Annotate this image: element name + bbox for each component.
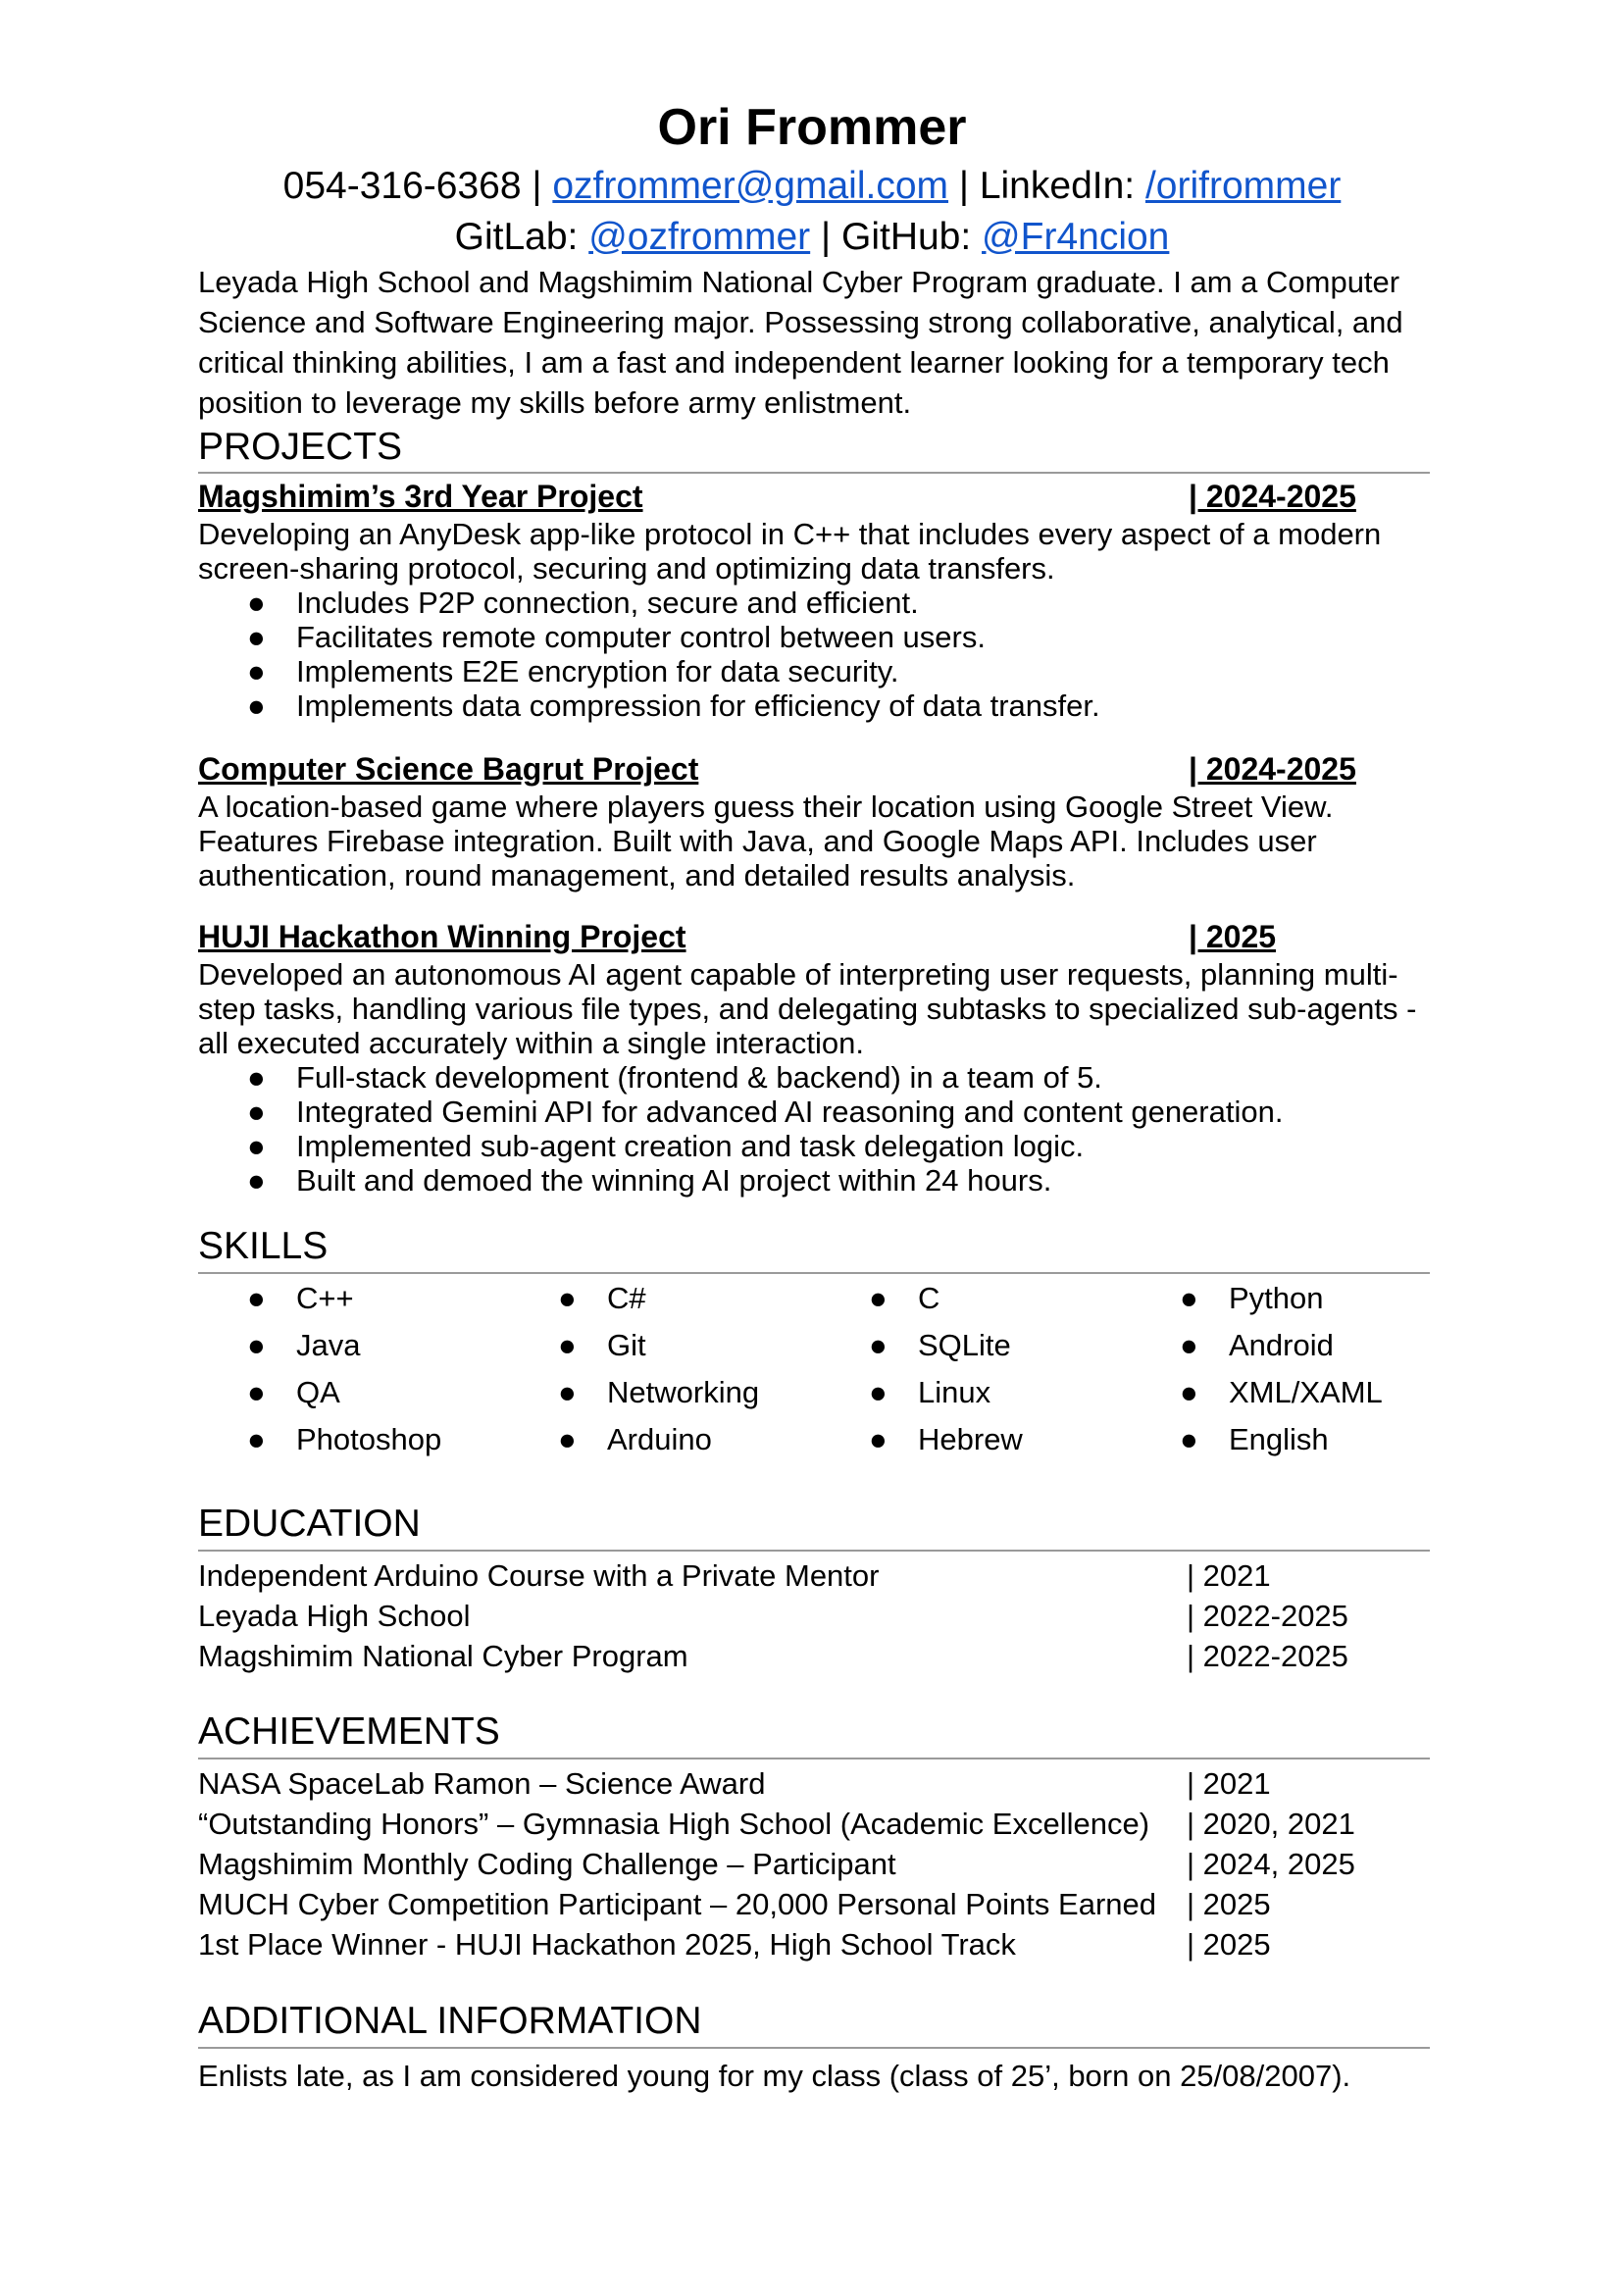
skill-label: C# — [607, 1281, 646, 1315]
list-item — [198, 1095, 1444, 1129]
skill-label: Git — [607, 1328, 646, 1362]
github-link[interactable]: @Fr4ncion — [982, 216, 1170, 258]
skill-label: Java — [296, 1328, 361, 1362]
achievement-date: | 2025 — [1187, 1887, 1271, 1921]
projects-heading: PROJECTS — [198, 426, 403, 468]
skill-item — [509, 1328, 820, 1375]
bullet-icon: ● — [558, 1281, 577, 1315]
education-list — [198, 1555, 1444, 1676]
skill-item — [1131, 1281, 1444, 1328]
project-title: Magshimim’s 3rd Year Project — [198, 479, 643, 514]
list-item — [198, 1129, 1444, 1163]
bullet-icon: ● — [247, 620, 266, 654]
skill-item — [1131, 1328, 1444, 1375]
list-item — [198, 654, 1444, 688]
list-item — [198, 1636, 1444, 1676]
skill-label: Android — [1229, 1328, 1334, 1362]
skill-label: Hebrew — [918, 1422, 1023, 1456]
achievement-label: NASA SpaceLab Ramon – Science Award — [198, 1766, 766, 1801]
achievement-label: MUCH Cyber Competition Participant – 20,000 Personal Points Earned — [198, 1887, 1156, 1921]
bullet-text: Facilitates remote computer control between users. — [296, 620, 986, 654]
bullet-icon: ● — [558, 1375, 577, 1409]
bullet-icon: ● — [1180, 1281, 1198, 1315]
achievement-date: | 2020, 2021 — [1187, 1807, 1355, 1841]
gitlab-link[interactable]: @ozfrommer — [588, 216, 811, 258]
skill-item — [820, 1375, 1131, 1422]
skill-item — [820, 1281, 1131, 1328]
bullet-icon: ● — [247, 586, 266, 620]
education-label: Independent Arduino Course with a Private Mentor — [198, 1558, 880, 1593]
bullet-icon: ● — [1180, 1375, 1198, 1409]
bullet-icon: ● — [247, 654, 266, 688]
skill-item — [198, 1328, 509, 1375]
list-item — [198, 1844, 1444, 1884]
skill-label: Arduino — [607, 1422, 712, 1456]
project-date: | 2024-2025 — [1189, 751, 1356, 787]
achievement-date: | 2025 — [1187, 1927, 1271, 1962]
achievement-label: Magshimim Monthly Coding Challenge – Participant — [198, 1847, 896, 1881]
separator: | — [810, 216, 841, 258]
email-link[interactable]: ozfrommer@gmail.com — [552, 165, 949, 207]
skill-item — [820, 1422, 1131, 1469]
list-item — [198, 1555, 1444, 1596]
list-item — [198, 586, 1444, 620]
skill-label: C — [918, 1281, 940, 1315]
bullet-icon: ● — [247, 1163, 266, 1198]
skill-item — [509, 1422, 820, 1469]
bullet-icon: ● — [247, 1328, 266, 1362]
project-title: Computer Science Bagrut Project — [198, 751, 699, 787]
bullet-text: Implements E2E encryption for data security. — [296, 654, 899, 688]
bullet-icon: ● — [247, 1281, 266, 1315]
achievement-label: 1st Place Winner - HUJI Hackathon 2025, High School Track — [198, 1927, 1016, 1962]
separator: | — [948, 165, 980, 207]
skills-heading: SKILLS — [198, 1225, 329, 1267]
skill-label: Networking — [607, 1375, 760, 1409]
skill-label: XML/XAML — [1229, 1375, 1383, 1409]
bullet-icon: ● — [247, 1422, 266, 1456]
project-description: Developed an autonomous AI agent capable of interpreting user requests, planning multi-step tasks, handling various file types, and delegating subtasks to specialized sub-agents - all executed accurately within a single interaction. — [198, 957, 1417, 1060]
skills-divider — [198, 1272, 1430, 1274]
gitlab-label: GitLab: — [454, 216, 579, 258]
project-description: Developing an AnyDesk app-like protocol in C++ that includes every aspect of a modern screen-sharing protocol, securing and optimizing data transfers. — [198, 517, 1382, 586]
list-item — [198, 1596, 1444, 1636]
education-date: | 2022-2025 — [1187, 1599, 1348, 1633]
bullet-icon: ● — [869, 1328, 888, 1362]
achievements-divider — [198, 1758, 1430, 1759]
bullet-icon: ● — [869, 1375, 888, 1409]
education-label: Leyada High School — [198, 1599, 471, 1633]
skill-item — [1131, 1422, 1444, 1469]
projects-divider — [198, 472, 1430, 474]
bullet-text: Includes P2P connection, secure and efficient. — [296, 586, 919, 620]
contact-line-2 — [0, 214, 1624, 261]
project-title: HUJI Hackathon Winning Project — [198, 919, 686, 954]
list-item — [198, 1163, 1444, 1198]
bullet-icon: ● — [247, 1375, 266, 1409]
skill-label: C++ — [296, 1281, 354, 1315]
additional-info-text: Enlists late, as I am considered young for my class (class of 25’, born on 25/08/2007). — [198, 2059, 1351, 2093]
additional-info-heading: ADDITIONAL INFORMATION — [198, 2000, 702, 2042]
achievement-label: “Outstanding Honors” – Gymnasia High School (Academic Excellence) — [198, 1807, 1150, 1841]
skill-label: Python — [1229, 1281, 1324, 1315]
project-bullets — [198, 1060, 1444, 1198]
skill-item — [1131, 1375, 1444, 1422]
list-item — [198, 1060, 1444, 1095]
achievements-list — [198, 1763, 1444, 1964]
project-date: | 2024-2025 — [1189, 479, 1356, 514]
bullet-text: Implements data compression for efficiency of data transfer. — [296, 688, 1100, 723]
skill-label: Linux — [918, 1375, 991, 1409]
phone-number: 054-316-6368 — [282, 165, 522, 207]
github-label: GitHub: — [840, 216, 972, 258]
skill-item — [509, 1281, 820, 1328]
achievements-heading: ACHIEVEMENTS — [198, 1710, 500, 1753]
education-divider — [198, 1550, 1430, 1552]
list-item — [198, 620, 1444, 654]
bullet-icon: ● — [869, 1281, 888, 1315]
skill-label: Photoshop — [296, 1422, 442, 1456]
skill-item — [198, 1422, 509, 1469]
skill-label: English — [1229, 1422, 1329, 1456]
linkedin-label: LinkedIn: — [979, 165, 1136, 207]
skill-item — [509, 1375, 820, 1422]
list-item — [198, 688, 1444, 723]
bullet-icon: ● — [247, 1060, 266, 1095]
additional-info-divider — [198, 2047, 1430, 2049]
project-description: A location-based game where players guess their location using Google Street View. Features Firebase integration. Built with Java, and Google Maps API. Includes user authentication, round management, and detailed results analysis. — [198, 790, 1334, 892]
linkedin-link[interactable]: /orifrommer — [1144, 165, 1342, 207]
education-label: Magshimim National Cyber Program — [198, 1639, 688, 1673]
project-date: | 2025 — [1189, 919, 1277, 954]
bullet-icon: ● — [1180, 1422, 1198, 1456]
skill-item — [198, 1375, 509, 1422]
achievement-date: | 2024, 2025 — [1187, 1847, 1355, 1881]
bullet-text: Built and demoed the winning AI project within 24 hours. — [296, 1163, 1052, 1198]
achievement-date: | 2021 — [1187, 1766, 1271, 1801]
project-bullets — [198, 586, 1444, 723]
skill-item — [820, 1328, 1131, 1375]
list-item — [198, 1763, 1444, 1804]
education-date: | 2022-2025 — [1187, 1639, 1348, 1673]
skill-label: QA — [296, 1375, 340, 1409]
list-item — [198, 1804, 1444, 1844]
summary-paragraph: Leyada High School and Magshimim National Cyber Program graduate. I am a Computer Science and Software Engineering major. Possessing strong collaborative, analytical, and critical thinking abilities, I am a fast and independent learner looking for a temporary tech position to leverage my skills before army enlistment. — [198, 265, 1403, 420]
skill-item — [198, 1281, 509, 1328]
bullet-icon: ● — [558, 1422, 577, 1456]
bullet-text: Integrated Gemini API for advanced AI reasoning and content generation. — [296, 1095, 1284, 1129]
candidate-name: Ori Frommer — [657, 99, 967, 156]
separator: | — [521, 165, 553, 207]
bullet-icon: ● — [247, 688, 266, 723]
bullet-text: Full-stack development (frontend & backend) in a team of 5. — [296, 1060, 1102, 1095]
list-item — [198, 1884, 1444, 1924]
education-heading: EDUCATION — [198, 1503, 421, 1545]
bullet-icon: ● — [247, 1129, 266, 1163]
skills-grid — [198, 1281, 1444, 1469]
list-item — [198, 1924, 1444, 1964]
skill-label: SQLite — [918, 1328, 1011, 1362]
bullet-text: Implemented sub-agent creation and task delegation logic. — [296, 1129, 1085, 1163]
bullet-icon: ● — [1180, 1328, 1198, 1362]
bullet-icon: ● — [247, 1095, 266, 1129]
bullet-icon: ● — [869, 1422, 888, 1456]
bullet-icon: ● — [558, 1328, 577, 1362]
education-date: | 2021 — [1187, 1558, 1271, 1593]
contact-line-1 — [0, 163, 1624, 210]
